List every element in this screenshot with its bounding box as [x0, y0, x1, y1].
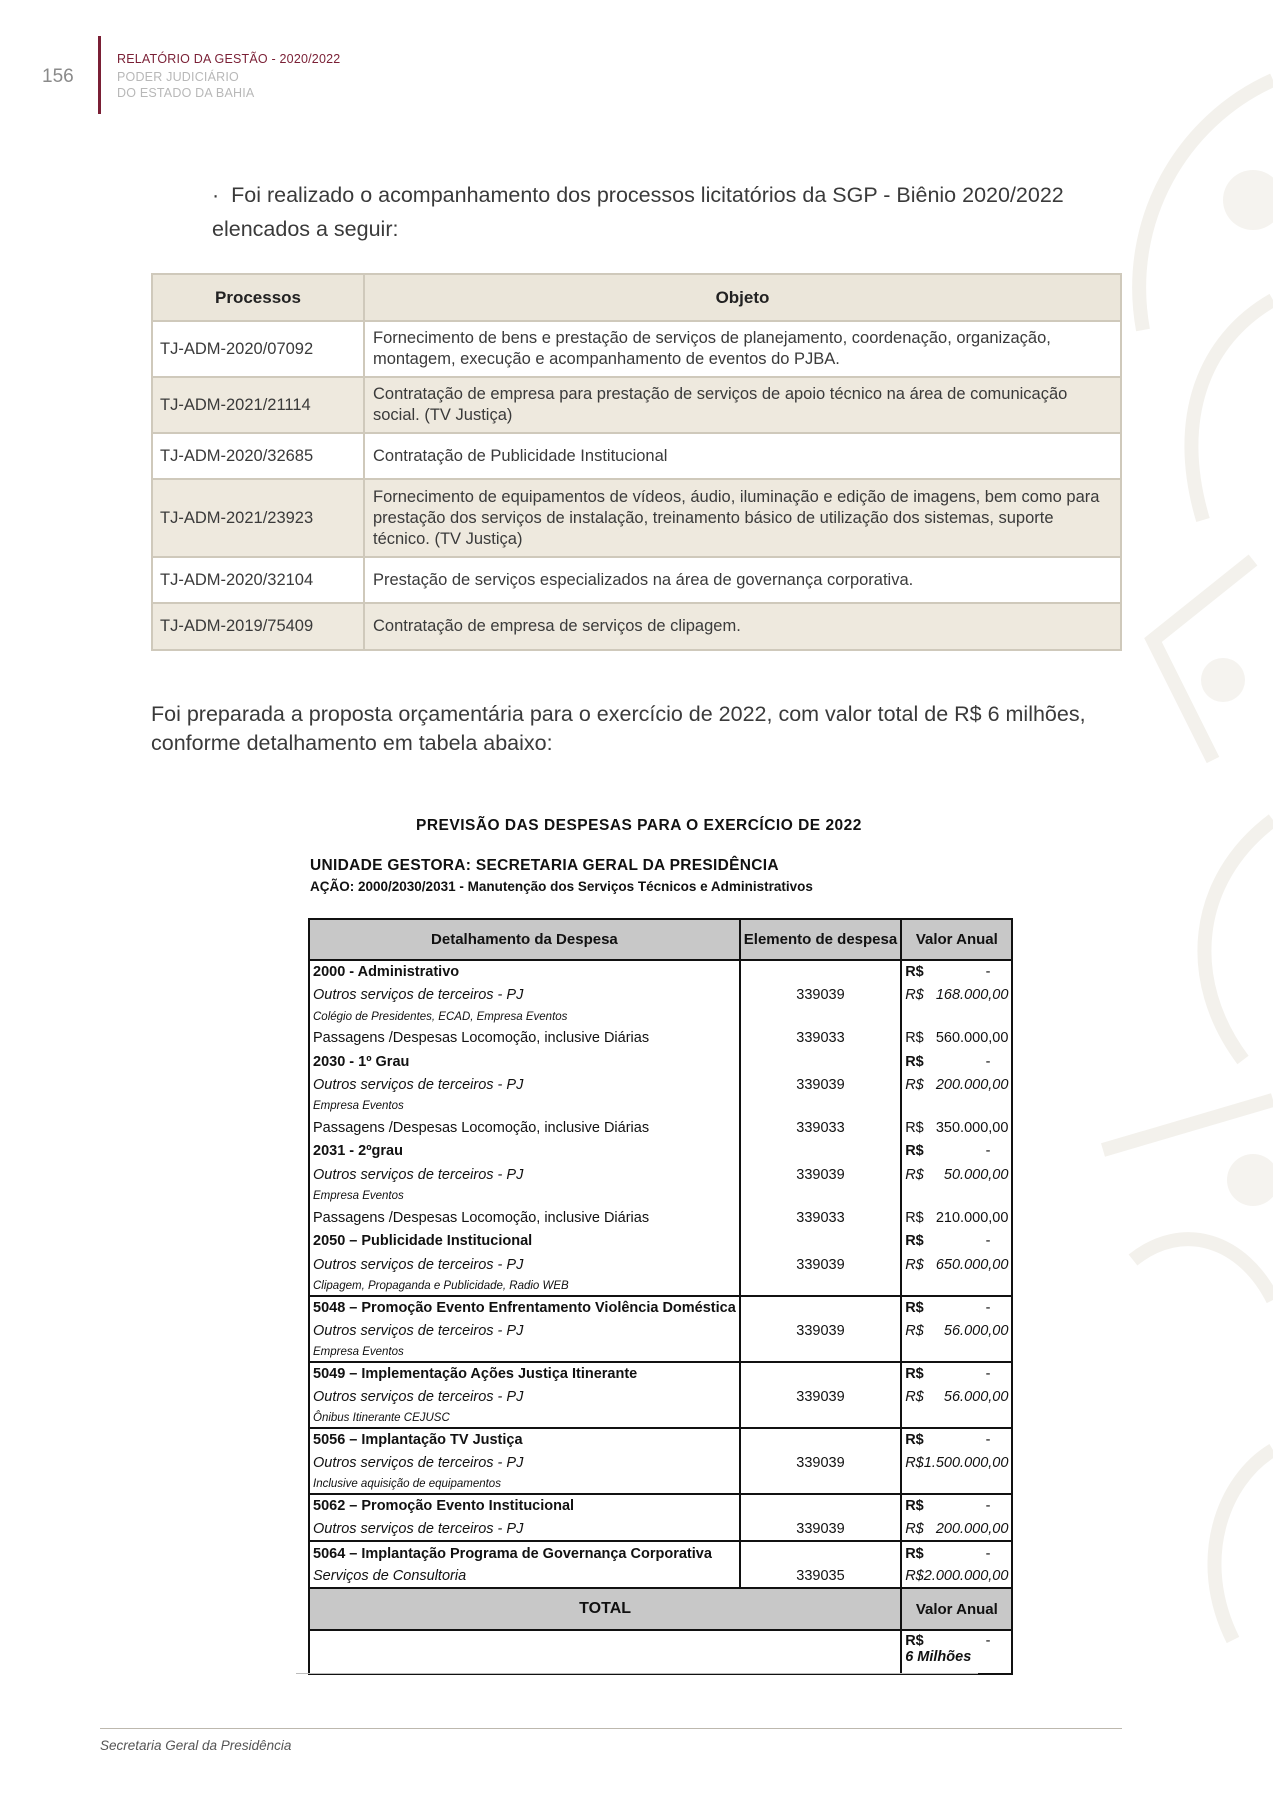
budget-elemento-cell [740, 1475, 901, 1494]
table-row [152, 479, 1121, 557]
budget-valor-cell [901, 1007, 1012, 1026]
budget-row [309, 1362, 1012, 1386]
budget-row [309, 1385, 1012, 1409]
table-row [152, 321, 1121, 377]
processo-cell: TJ-ADM-2020/32104 [152, 557, 364, 603]
budget-total-empty [309, 1630, 901, 1674]
currency-label: R$ [905, 1389, 924, 1406]
budget-elemento-cell: 339039 [740, 1319, 901, 1343]
budget-row [309, 1187, 1012, 1206]
budget-elemento-cell: 339039 [740, 984, 901, 1008]
budget-row [309, 1050, 1012, 1074]
valor-amount: - [985, 1432, 991, 1449]
budget-desc-cell: Empresa Eventos [309, 1097, 740, 1116]
bullet-icon: · [212, 183, 220, 207]
budget-row [309, 1475, 1012, 1494]
budget-table [308, 918, 1013, 1675]
valor-amount: 2.000.000,00 [923, 1568, 1009, 1585]
valor-amount: 350.000,00 [935, 1119, 1009, 1136]
budget-elemento-cell [740, 1229, 901, 1253]
valor-amount: 650.000,00 [935, 1256, 1009, 1273]
currency-label: R$ [905, 1053, 924, 1070]
figure-bottom-rule [296, 1673, 978, 1674]
budget-desc-cell: Empresa Eventos [309, 1187, 740, 1206]
currency-label: R$ [905, 1143, 924, 1160]
budget-elemento-cell: 339033 [740, 1206, 901, 1230]
budget-row [309, 1073, 1012, 1097]
budget-valor-cell [901, 1163, 1012, 1187]
table-row [152, 433, 1121, 479]
currency-label: R$ [905, 1520, 924, 1537]
budget-desc-cell: Outros serviços de terceiros - PJ [309, 1452, 740, 1476]
valor-amount: 200.000,00 [935, 1520, 1009, 1537]
budget-desc-cell: Empresa Eventos [309, 1343, 740, 1362]
budget-valor-cell [901, 1229, 1012, 1253]
budget-figure [296, 805, 1009, 1681]
budget-valor-cell [901, 1362, 1012, 1386]
budget-desc-cell: 5062 – Promoção Evento Institucional [309, 1494, 740, 1518]
budget-desc-cell: 2000 - Administrativo [309, 960, 740, 984]
intro-text: Foi realizado o acompanhamento dos processos licitatórios da SGP - Biênio 2020/2022 elencados a seguir: [212, 183, 1064, 241]
valor-amount: 168.000,00 [935, 987, 1009, 1004]
processes-table [151, 273, 1122, 651]
valor-amount: - [985, 1143, 991, 1160]
budget-elemento-cell: 339033 [740, 1116, 901, 1140]
valor-amount: - [985, 964, 991, 981]
footer-text: Secretaria Geral da Presidência [100, 1738, 292, 1753]
budget-valor-cell [901, 984, 1012, 1008]
budget-row [309, 1163, 1012, 1187]
budget-valor-cell [901, 1409, 1012, 1428]
budget-row [309, 984, 1012, 1008]
budget-valor-cell [901, 1452, 1012, 1476]
budget-row [309, 1296, 1012, 1320]
budget-desc-cell: Outros serviços de terceiros - PJ [309, 1518, 740, 1542]
budget-valor-cell [901, 1518, 1012, 1542]
valor-amount: - [985, 1545, 991, 1562]
budget-valor-cell [901, 1296, 1012, 1320]
budget-valor-cell [901, 1541, 1012, 1565]
budget-total-label: TOTAL [309, 1588, 901, 1630]
budget-valor-cell [901, 1277, 1012, 1296]
currency-label: R$ [905, 1077, 924, 1094]
budget-valor-cell [901, 1116, 1012, 1140]
valor-amount: 56.000,00 [943, 1389, 1009, 1406]
budget-row [309, 1452, 1012, 1476]
proposal-paragraph: Foi preparada a proposta orçamentária para o exercício de 2022, com valor total de R$ 6 milhões, conforme detalhamento em tabela abaixo: [151, 702, 1086, 755]
currency-label: R$ [905, 1119, 924, 1136]
currency-label: R$ [905, 1209, 924, 1226]
budget-elemento-cell: 339039 [740, 1452, 901, 1476]
budget-elemento-cell [740, 1007, 901, 1026]
budget-elemento-cell [740, 1277, 901, 1296]
budget-row [309, 1026, 1012, 1050]
budget-desc-cell: Outros serviços de terceiros - PJ [309, 1163, 740, 1187]
budget-row [309, 1541, 1012, 1565]
valor-amount: 50.000,00 [943, 1166, 1009, 1183]
budget-elemento-cell [740, 1097, 901, 1116]
valor-amount: 200.000,00 [935, 1077, 1009, 1094]
budget-valor-cell [901, 1385, 1012, 1409]
budget-desc-cell: 5064 – Implantação Programa de Governança Corporativa [309, 1541, 740, 1565]
budget-elemento-cell [740, 1494, 901, 1518]
budget-total-value [901, 1630, 1012, 1674]
budget-desc-cell: Clipagem, Propaganda e Publicidade, Radio WEB [309, 1277, 740, 1296]
budget-elemento-cell: 339039 [740, 1518, 901, 1542]
budget-elemento-cell: 339039 [740, 1073, 901, 1097]
budget-header-valor: Valor Anual [901, 919, 1012, 960]
budget-valor-cell [901, 1073, 1012, 1097]
valor-amount: - [985, 1233, 991, 1250]
budget-elemento-cell: 339033 [740, 1026, 901, 1050]
budget-elemento-cell [740, 1050, 901, 1074]
budget-valor-cell [901, 1253, 1012, 1277]
budget-total-row [309, 1588, 1012, 1630]
footer-divider [100, 1728, 1122, 1729]
budget-desc-cell: Outros serviços de terceiros - PJ [309, 1385, 740, 1409]
budget-valor-cell [901, 1026, 1012, 1050]
column-header-objeto: Objeto [364, 274, 1121, 321]
currency-label: R$ [905, 1029, 924, 1046]
table-row [152, 557, 1121, 603]
currency-label: R$ [905, 1545, 924, 1562]
budget-desc-cell: Outros serviços de terceiros - PJ [309, 984, 740, 1008]
objeto-cell: Fornecimento de equipamentos de vídeos, áudio, iluminação e edição de imagens, bem como para prestação dos serviços de instalação, treinamento básico de utilização dos sistemas, suporte técnico. (TV Justiça) [364, 479, 1121, 557]
budget-row [309, 1518, 1012, 1542]
budget-row [309, 1140, 1012, 1164]
budget-elemento-cell: 339039 [740, 1253, 901, 1277]
budget-unidade-gestora: UNIDADE GESTORA: SECRETARIA GERAL DA PRESIDÊNCIA [310, 857, 779, 874]
budget-elemento-cell: 339035 [740, 1565, 901, 1589]
budget-desc-cell: Outros serviços de terceiros - PJ [309, 1253, 740, 1277]
objeto-cell: Contratação de Publicidade Institucional [364, 433, 1121, 479]
budget-valor-cell [901, 1494, 1012, 1518]
page-number: 156 [42, 66, 74, 87]
budget-desc-cell: Passagens /Despesas Locomoção, inclusive Diárias [309, 1116, 740, 1140]
valor-amount: - [985, 1366, 991, 1383]
budget-valor-cell [901, 1428, 1012, 1452]
budget-row [309, 1428, 1012, 1452]
budget-desc-cell: 2050 – Publicidade Institucional [309, 1229, 740, 1253]
table-row [152, 377, 1121, 433]
objeto-cell: Contratação de empresa de serviços de clipagem. [364, 603, 1121, 650]
budget-row [309, 1007, 1012, 1026]
valor-amount: - [985, 1299, 991, 1316]
budget-total-valor-header: Valor Anual [901, 1588, 1012, 1630]
budget-desc-cell: 2031 - 2ºgrau [309, 1140, 740, 1164]
budget-row [309, 1116, 1012, 1140]
currency-label: R$ [905, 1498, 924, 1515]
budget-elemento-cell [740, 1140, 901, 1164]
processo-cell: TJ-ADM-2020/32685 [152, 433, 364, 479]
valor-amount: 560.000,00 [935, 1029, 1009, 1046]
budget-desc-cell: Outros serviços de terceiros - PJ [309, 1319, 740, 1343]
budget-desc-cell: Colégio de Presidentes, ECAD, Empresa Eventos [309, 1007, 740, 1026]
budget-desc-cell: 5049 – Implementação Ações Justiça Itinerante [309, 1362, 740, 1386]
budget-valor-cell [901, 1206, 1012, 1230]
budget-desc-cell: Passagens /Despesas Locomoção, inclusive Diárias [309, 1206, 740, 1230]
budget-elemento-cell: 339039 [740, 1385, 901, 1409]
budget-row [309, 1565, 1012, 1589]
budget-valor-cell [901, 1140, 1012, 1164]
budget-row [309, 960, 1012, 984]
budget-desc-cell: Passagens /Despesas Locomoção, inclusive Diárias [309, 1026, 740, 1050]
budget-desc-cell: Ônibus Itinerante CEJUSC [309, 1409, 740, 1428]
budget-valor-cell [901, 960, 1012, 984]
budget-row [309, 1277, 1012, 1296]
institution-line-1: PODER JUDICIÁRIO [117, 70, 239, 84]
currency-label: R$ [905, 1166, 924, 1183]
budget-total-amount: 6 Milhões [905, 1649, 972, 1666]
currency-label: R$ [905, 1299, 924, 1316]
valor-amount: - [985, 1053, 991, 1070]
budget-valor-cell [901, 1319, 1012, 1343]
budget-desc-cell: 2030 - 1º Grau [309, 1050, 740, 1074]
valor-amount: - [985, 1498, 991, 1515]
budget-title: PREVISÃO DAS DESPESAS PARA O EXERCÍCIO DE 2022 [416, 817, 862, 834]
currency-label: R$ [905, 987, 924, 1004]
budget-elemento-cell [740, 1343, 901, 1362]
budget-row [309, 1097, 1012, 1116]
budget-row [309, 1253, 1012, 1277]
budget-elemento-cell [740, 1296, 901, 1320]
currency-label: R$ [905, 1455, 924, 1472]
budget-valor-cell [901, 1475, 1012, 1494]
budget-elemento-cell: 339039 [740, 1163, 901, 1187]
budget-total-dash: - [985, 1633, 991, 1650]
budget-total-currency: R$ [905, 1633, 924, 1650]
valor-amount: 210.000,00 [935, 1209, 1009, 1226]
header-accent-bar [98, 36, 101, 114]
currency-label: R$ [905, 964, 924, 981]
currency-label: R$ [905, 1366, 924, 1383]
valor-amount: 1.500.000,00 [923, 1455, 1009, 1472]
intro-paragraph [212, 178, 1132, 246]
institution-line-2: DO ESTADO DA BAHIA [117, 86, 255, 100]
budget-valor-cell [901, 1565, 1012, 1589]
processo-cell: TJ-ADM-2021/23923 [152, 479, 364, 557]
objeto-cell: Contratação de empresa para prestação de serviços de apoio técnico na área de comunicação social. (TV Justiça) [364, 377, 1121, 433]
budget-elemento-cell [740, 1362, 901, 1386]
valor-amount: 56.000,00 [943, 1322, 1009, 1339]
budget-row [309, 1319, 1012, 1343]
budget-row [309, 1229, 1012, 1253]
budget-elemento-cell [740, 1541, 901, 1565]
budget-row [309, 1343, 1012, 1362]
column-header-processos: Processos [152, 274, 364, 321]
budget-desc-cell: Inclusive aquisição de equipamentos [309, 1475, 740, 1494]
currency-label: R$ [905, 1256, 924, 1273]
budget-row [309, 1409, 1012, 1428]
budget-desc-cell: 5056 – Implantação TV Justiça [309, 1428, 740, 1452]
budget-valor-cell [901, 1343, 1012, 1362]
budget-valor-cell [901, 1097, 1012, 1116]
budget-elemento-cell [740, 960, 901, 984]
currency-label: R$ [905, 1233, 924, 1250]
processo-cell: TJ-ADM-2019/75409 [152, 603, 364, 650]
budget-row [309, 1494, 1012, 1518]
budget-header-detalhamento: Detalhamento da Despesa [309, 919, 740, 960]
budget-total-value-row [309, 1630, 1012, 1674]
budget-acao: AÇÃO: 2000/2030/2031 - Manutenção dos Serviços Técnicos e Administrativos [310, 879, 813, 894]
budget-valor-cell [901, 1187, 1012, 1206]
processo-cell: TJ-ADM-2021/21114 [152, 377, 364, 433]
budget-desc-cell: Outros serviços de terceiros - PJ [309, 1073, 740, 1097]
report-title: RELATÓRIO DA GESTÃO - 2020/2022 [117, 52, 341, 66]
budget-header-elemento: Elemento de despesa [740, 919, 901, 960]
budget-elemento-cell [740, 1428, 901, 1452]
budget-desc-cell: Serviços de Consultoria [309, 1565, 740, 1589]
processo-cell: TJ-ADM-2020/07092 [152, 321, 364, 377]
objeto-cell: Fornecimento de bens e prestação de serviços de planejamento, coordenação, organização, montagem, execução e acompanhamento de eventos do PJBA. [364, 321, 1121, 377]
objeto-cell: Prestação de serviços especializados na área de governança corporativa. [364, 557, 1121, 603]
budget-valor-cell [901, 1050, 1012, 1074]
budget-row [309, 1206, 1012, 1230]
budget-elemento-cell [740, 1187, 901, 1206]
currency-label: R$ [905, 1568, 924, 1585]
currency-label: R$ [905, 1322, 924, 1339]
currency-label: R$ [905, 1432, 924, 1449]
table-row [152, 603, 1121, 650]
budget-elemento-cell [740, 1409, 901, 1428]
budget-desc-cell: 5048 – Promoção Evento Enfrentamento Violência Doméstica [309, 1296, 740, 1320]
